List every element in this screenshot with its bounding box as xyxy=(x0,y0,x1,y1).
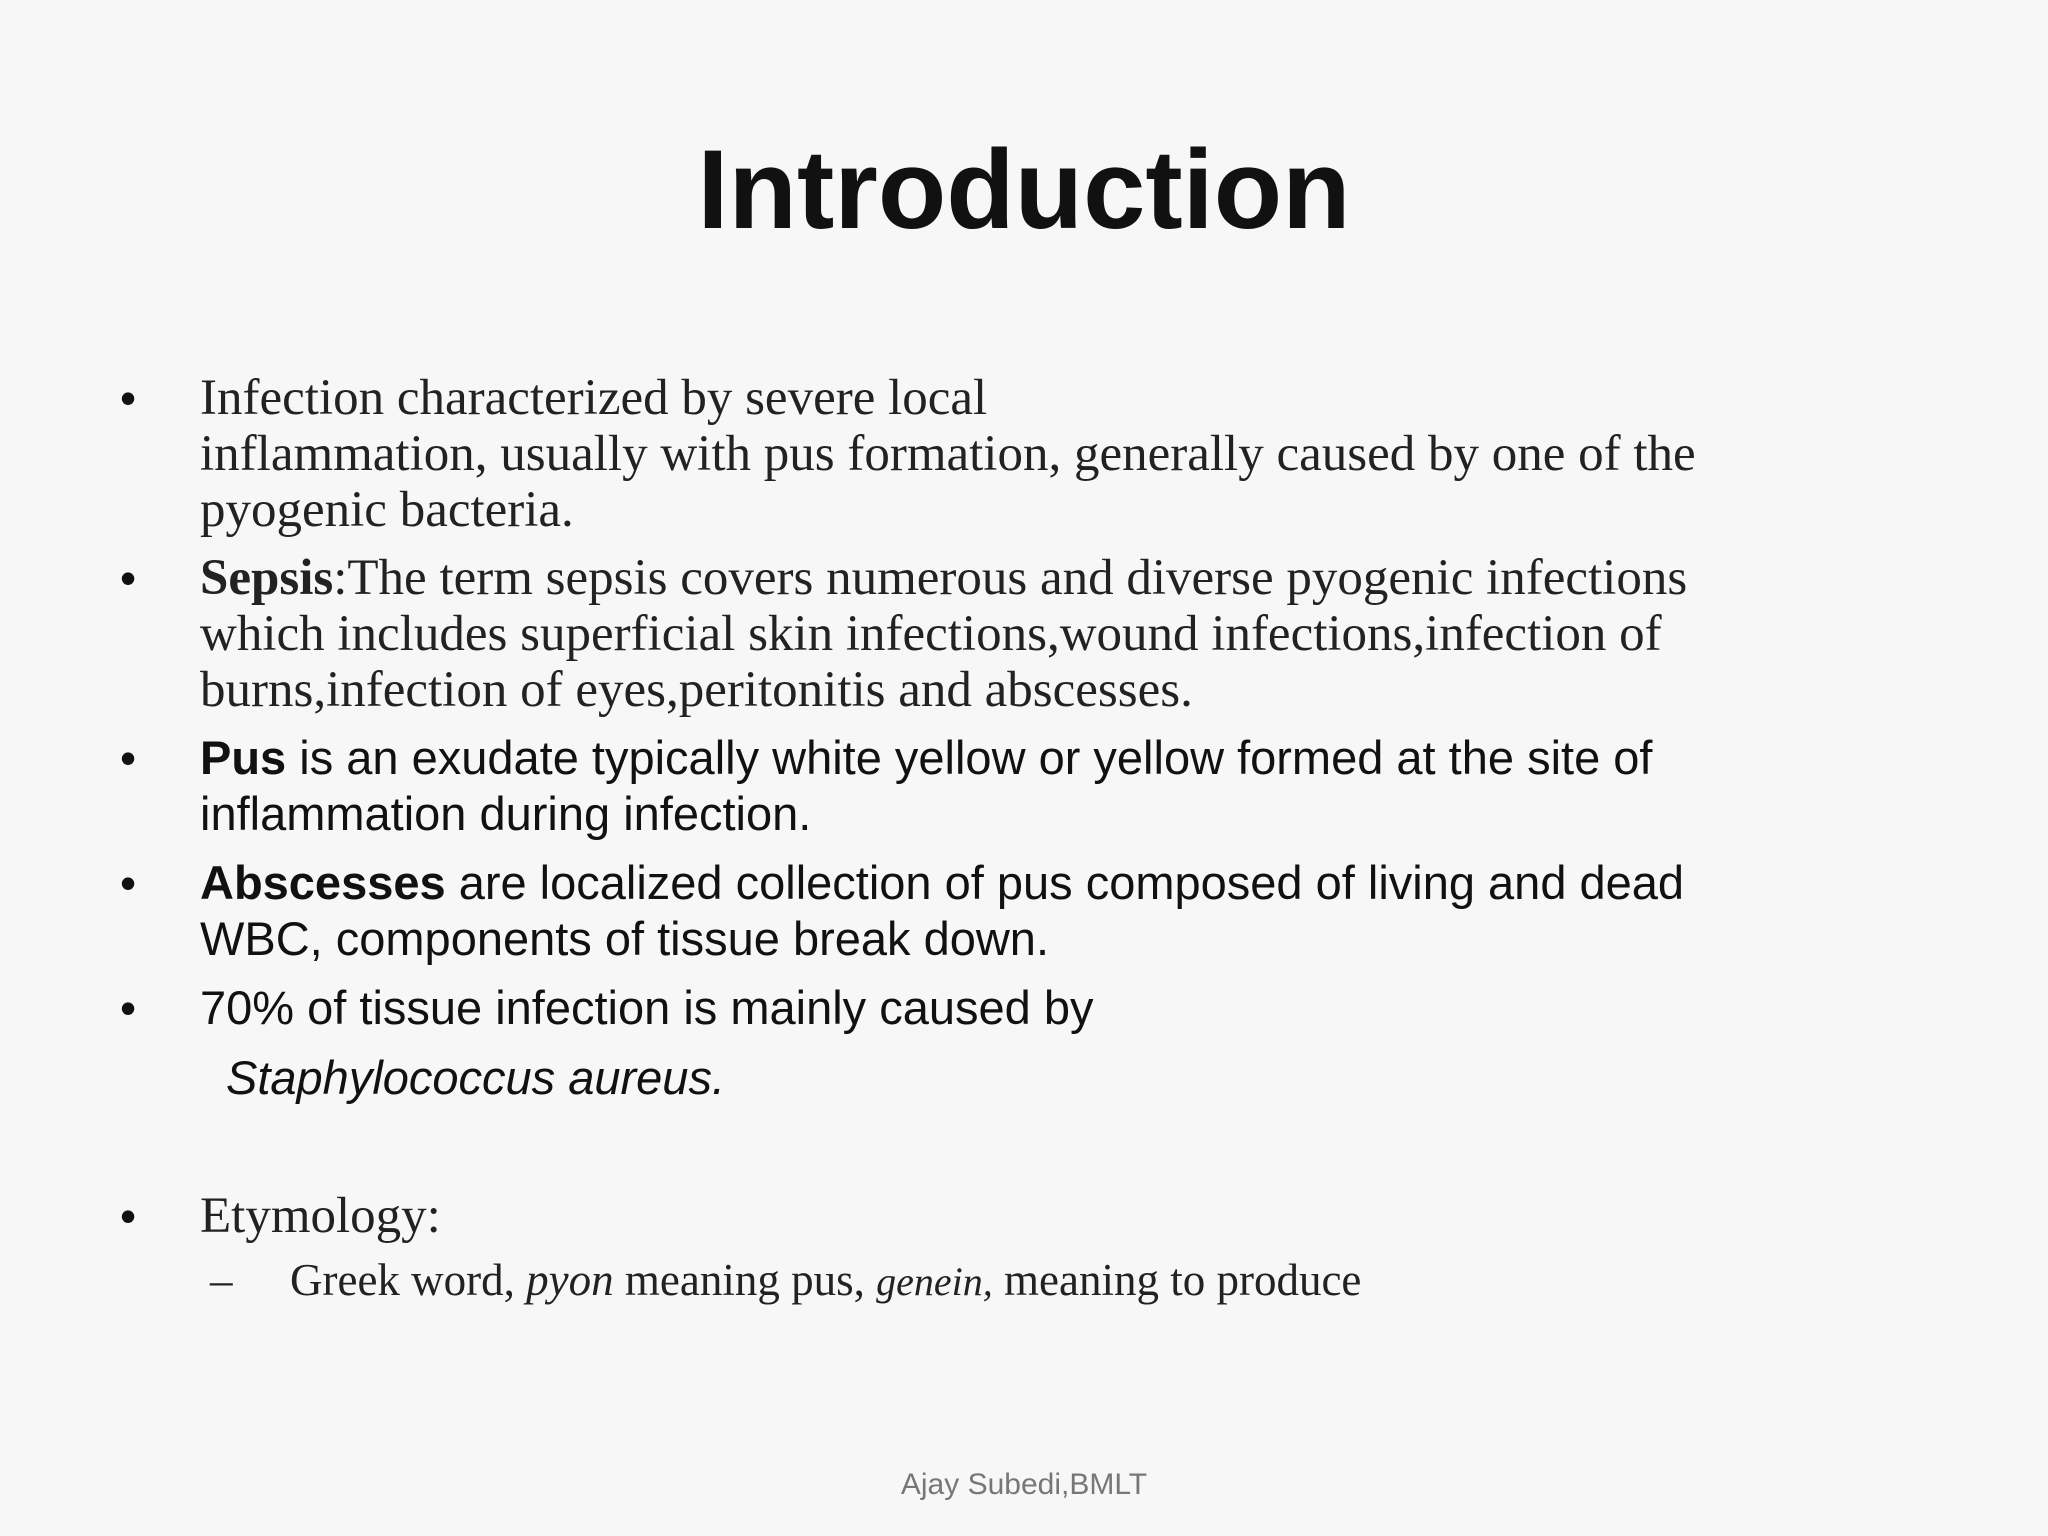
bullet-text-line xyxy=(200,730,1900,786)
bullet-etymology xyxy=(120,1188,1900,1244)
bullet-pus xyxy=(120,730,1900,842)
bullet-text-line: which includes superficial skin infections,wound infections,infection of xyxy=(200,606,1662,662)
bullet-text-line xyxy=(200,550,1900,606)
greek-word-genein: genein, xyxy=(876,1259,993,1304)
sub-text: meaning to produce xyxy=(992,1255,1362,1305)
bullet-text: is an exudate typically white yellow or yellow formed at the site of xyxy=(286,731,1653,784)
bullet-sepsis xyxy=(120,550,1900,718)
sub-bullet-marker: – xyxy=(210,1255,233,1305)
bullet-marker: • xyxy=(120,732,137,784)
bullet-marker: • xyxy=(120,982,137,1034)
bullet-text: are localized collection of pus composed of living and dead xyxy=(445,856,1685,909)
slide-title: Introduction xyxy=(697,127,1351,252)
bullet-text: :The term sepsis covers numerous and diverse pyogenic infections xyxy=(333,550,1688,606)
sub-text: Greek word, xyxy=(290,1255,527,1305)
bullet-marker: • xyxy=(120,372,137,424)
organism-name: Staphylococcus aureus. xyxy=(226,1051,726,1104)
term-pus: Pus xyxy=(200,731,287,784)
bullet-text-line: Infection characterized by severe local xyxy=(200,370,988,426)
bullet-text-line: Etymology: xyxy=(200,1188,441,1244)
sub-bullet-etymology xyxy=(210,1252,1362,1310)
greek-word-pyon: pyon xyxy=(526,1255,614,1305)
bullet-text-line xyxy=(200,855,1900,911)
bullet-text-line: 70% of tissue infection is mainly caused by xyxy=(200,981,1094,1034)
sub-text: meaning pus, xyxy=(613,1255,877,1305)
term-sepsis: Sepsis xyxy=(200,550,334,606)
bullet-text-line: inflammation, usually with pus formation, generally caused by one of the xyxy=(200,426,1696,482)
bullet-text-line: burns,infection of eyes,peritonitis and abscesses. xyxy=(200,662,1193,718)
bullet-marker: • xyxy=(120,552,137,604)
bullet-infection xyxy=(120,370,1900,538)
bullet-text-line: pyogenic bacteria. xyxy=(200,482,574,538)
slide-footer: Ajay Subedi,BMLT xyxy=(900,1468,1148,1501)
bullet-abscesses xyxy=(120,855,1900,967)
bullet-marker: • xyxy=(120,1190,137,1242)
bullet-text-line: inflammation during infection. xyxy=(200,787,812,840)
bullet-staphylococcus xyxy=(120,980,1900,1106)
bullet-marker: • xyxy=(120,857,137,909)
term-abscesses: Abscesses xyxy=(200,856,446,909)
bullet-text-line: WBC, components of tissue break down. xyxy=(200,912,1050,965)
